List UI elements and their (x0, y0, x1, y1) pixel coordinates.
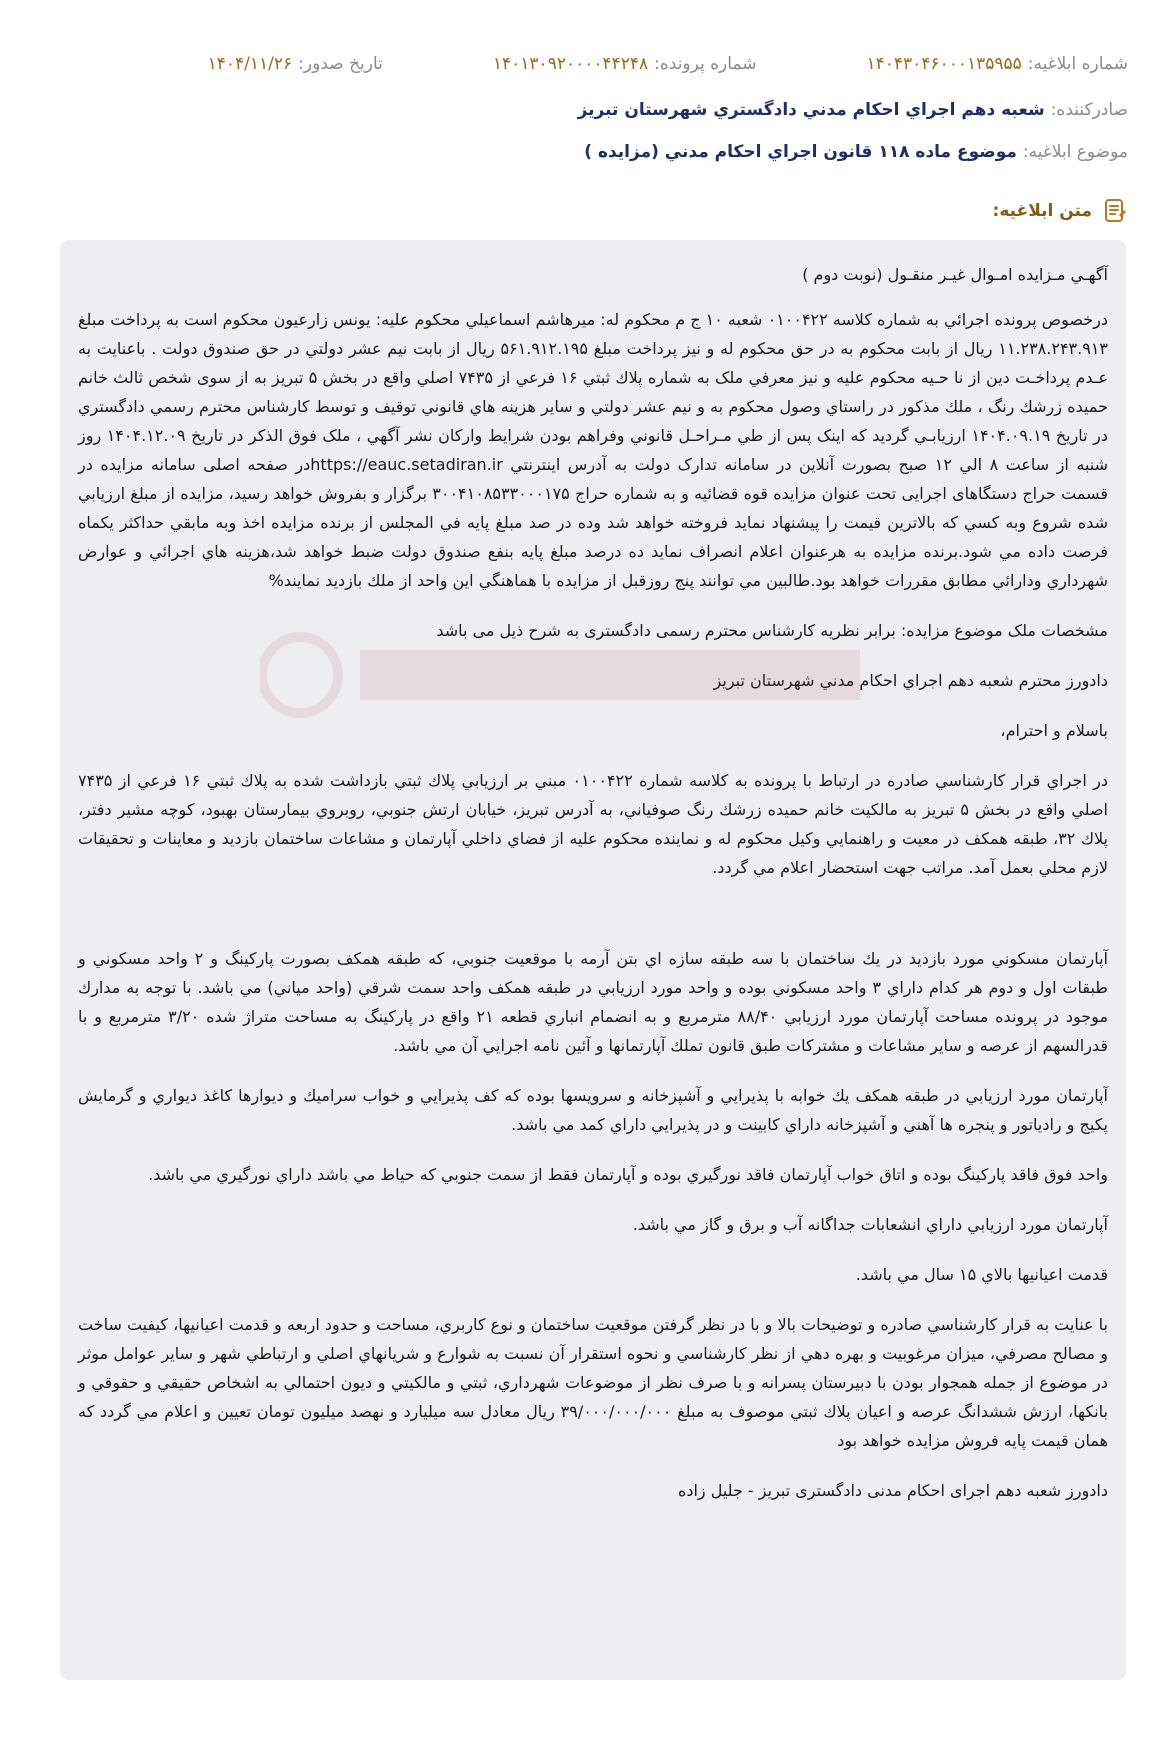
notice-number (867, 54, 1128, 74)
case-number (493, 54, 757, 74)
meta-row-ids (60, 54, 1128, 74)
notice-paragraph-valuation: با عنايت به قرار كارشناسي صادره و توضيحات بالا و با در نظر گرفتن موقعيت ساختمان و نوع كاربري، مساحت و حدود اربعه و قدمت اعيانيها، كيفيت ساخت و مصالح مصرفي، ميزان مرغوبيت و بهره دهي از نظر كارشناسي و نحوه استقرار آن نسبت به شوارع و شريانهاي اصلي و ارتباطي شهر و ساير عوامل موثر در موضوع از جمله همجوار بودن با دبيرستان پسرانه و با صرف نظر از موضوعات شهرداري، ثبتي و مالكيتي و ديون احتمالي به اشخاص حقيقي و حقوقي و بانكها، ارزش ششدانگ عرصه و اعيان پلاك ثبتي موصوف به مبلغ ۳۹/۰۰۰/۰۰۰/۰۰۰ ريال معادل سه ميليارد و نهصد ميليون تومان تعيين و اعلام مي گردد كه همان قيمت پايه فروش مزايده خواهد بود (78, 1315, 1109, 1450)
case-number-label: شماره پرونده: (654, 54, 757, 74)
notice-paragraph-specs: مشخصات ملک موضوع مزايده: برابر نظريه کارشناس محترم رسمی دادگستری به شرح ذيل می باشد (436, 621, 1108, 640)
notice-text-heading (993, 198, 1128, 224)
notice-paragraph-intro: درخصوص پرونده اجرائي به شماره كلاسه ۰۱۰۰۴۲۲ شعبه ۱۰ ج م محكوم له: ميرهاشم اسماعيلي محكوم عليه: يونس زارعيون محكوم است به پرداخت مبلغ ۱۱.۲۳۸.۲۴۳.۹۱۳ ريال از بابت محکوم به در حق محکوم له و نيز پرداخت مبلغ ۵۶۱.۹۱۲.۱۹۵ ريال از بابت نيم عشر دولتي در حق صندوق دولت . باعنايت به عـدم پرداخـت دين از نا حـيه محكوم عليه و نيز معرفي ملک به شماره پلاك ثبتي ۱۶ فرعي از ۷۴۳۵ اصلي واقع در بخش ۵ تبريز به از سوی شخص ثالث خانم حميده زرشك رنگ ، ملك مذكور در راستاي وصول محكوم به و نيم عشر دولتي و ساير هزينه هاي قانوني توقيف و توسط كارشناس محترم رسمي دادگستري در تاريخ ۱۴۰۴.۰۹.۱۹ ارزيابـي گرديد كه اينک پس از طي مـراحـل قانوني وفراهم بودن شرايط واركان نشر آگهي ، ملک فوق الذکر در تاريخ ۱۴۰۴.۱۲.۰۹ روز شنبه از ساعت ۸ الي ۱۲ صبح بصورت آنلاين در سامانه تدارک دولت به آدرس اينترنتي https://eauc.setadiran.irدر صفحه اصلی سامانه مزايده در قسمت حراج دستگاهای اجرايی تحت عنوان مزايده قوه قضائيه و به شماره حراج ۳۰۰۴۱۰۸۵۳۳۰۰۰۱۷۵ برگزار و بفروش خواهد رسيد، مزايده از مبلغ ارزيابي شده شروع وبه كسي كه بالاترين قيمت را پيشنهاد نمايد فروخته خواهد شد وده در صد مبلغ پايه في المجلس از برنده مزايده اخذ وبه مابقي حداكثر يكماه فرصت داده مي شود.برنده مزايده به هرعنوان اعلام انصراف نمايد ده درصد مبلغ پايه بنفع صندوق دولت ضبط خواهد شد،هزينه هاي اجرائي و عوارض شهرداري ودارائي مطابق مقررات خواهد بود.طالبين مي توانند پنج روزقبل از مزايده با هماهنگي اين واحد از ملك بازديد نمايند% (78, 310, 1109, 590)
notice-number-value: ۱۴۰۴۳۰۴۶۰۰۰۱۳۵۹۵۵ (866, 54, 1022, 74)
notice-paragraph-addressee: دادورز محترم شعبه دهم اجراي احكام مدني شهرستان تبريز (713, 671, 1108, 690)
notice-paragraph-unit: آپارتمان مورد ارزيابي در طبقه همكف يك خوابه با پذيرايي و آشپزخانه و سرويسها بوده كه كف پذيرايي و خواب سراميك و ديوارها كاغذ ديواري و گرمايش پكيج و رادياتور و پنجره ها آهني و آشپزخانه داراي كابينت و در پذيرايي داراي كمد مي باشد. (78, 1086, 1108, 1134)
subject-value: موضوع ماده ۱۱۸ قانون اجراي احکام مدني (مزايده ) (584, 142, 1017, 162)
notice-heading: آگهـي مـزايده امـوال غيـر منقـول (نوبت دوم ) (802, 265, 1108, 284)
document-icon (1102, 198, 1128, 224)
issue-date (208, 54, 383, 74)
notice-paragraph-utilities: آپارتمان مورد ارزيابي داراي انشعابات جداگانه آب و برق و گاز مي باشد. (632, 1215, 1108, 1234)
notice-paragraph-inspection: در اجراي قرار كارشناسي صادره در ارتباط با پرونده به كلاسه شماره ۰۱۰۰۴۲۲ مبني بر ارزيابي پلاك ثبتي بازداشت شده به پلاك ثبتي ۱۶ فرعي از ۷۴۳۵ اصلي واقع در بخش ۵ تبريز به مالكيت خانم حميده زرشك رنگ صوفياني، به آدرس تبريز، خيابان ارتش جنوبي، روبروي بيمارستان بهبود، كوچه مشير دفتر، پلاك ۳۲، طبقه همكف در معيت و راهنمايي وكيل محكوم له و نماينده محكوم عليه از فضاي داخلي آپارتمان و مشاعات ساختمان بازديد و معاينات و تحقيقات لازم محلي بعمل آمد. مراتب جهت استحضار اعلام مي گردد. (78, 771, 1109, 877)
meta-row-subject (60, 142, 1128, 162)
issue-date-value: ۱۴۰۴/۱۱/۲۶ (207, 54, 293, 74)
notice-paragraph-signature: دادورز شعبه دهم اجرای احکام مدنی دادگستری تبریز - جلیل زاده (677, 1481, 1108, 1500)
issue-date-label: تاريخ صدور: (298, 54, 383, 74)
notice-paragraph-greeting: باسلام و احترام، (1000, 721, 1108, 740)
notice-paragraph-age: قدمت اعيانيها بالاي ۱۵ سال مي باشد. (855, 1265, 1108, 1284)
meta-row-issuer (60, 100, 1128, 120)
notice-text-title: متن ابلاغيه: (992, 201, 1092, 221)
notice-paragraph-lighting: واحد فوق فاقد پاركينگ بوده و اتاق خواب آپارتمان فاقد نورگيري بوده و آپارتمان فقط از سمت جنوبي كه حياط مي باشد داراي نورگيري مي باشد. (148, 1165, 1108, 1184)
issuer-value: شعبه دهم اجراي احکام مدني دادگستري شهرستان تبريز (577, 100, 1045, 120)
case-number-value: ۱۴۰۱۳۰۹۲۰۰۰۰۴۴۲۴۸ (492, 54, 649, 74)
issuer-label: صادرکننده: (1050, 100, 1128, 120)
notice-body (60, 240, 1126, 1680)
subject-label: موضوع ابلاغيه: (1022, 142, 1128, 162)
notice-number-label: شماره ابلاغيه: (1027, 54, 1128, 74)
notice-paragraph-building: آپارتمان مسكوني مورد بازديد در يك ساختمان با سه طبقه سازه اي بتن آرمه با موقعيت جنوبي، كه طبقه همكف بصورت پاركينگ و ۲ واحد مسكوني و طبقات اول و دوم هر كدام داراي ۳ واحد مسكوني بوده و واحد مورد ارزيابي در طبقه همكف واحد سمت شرقي (واحد مياني) مي باشد. با توجه به مدارك موجود در پرونده مساحت آپارتمان مورد ارزيابي ۸۸/۴۰ مترمربع و به انضمام انباري قطعه ۲۱ واقع در پاركينگ به مساحت متراژ شده ۳/۲۰ مترمربع و با قدرالسهم از عرصه و ساير مشاعات و مشتركات طبق قانون تملك آپارتمانها و آئين نامه اجرايي آن مي باشد. (78, 949, 1109, 1055)
